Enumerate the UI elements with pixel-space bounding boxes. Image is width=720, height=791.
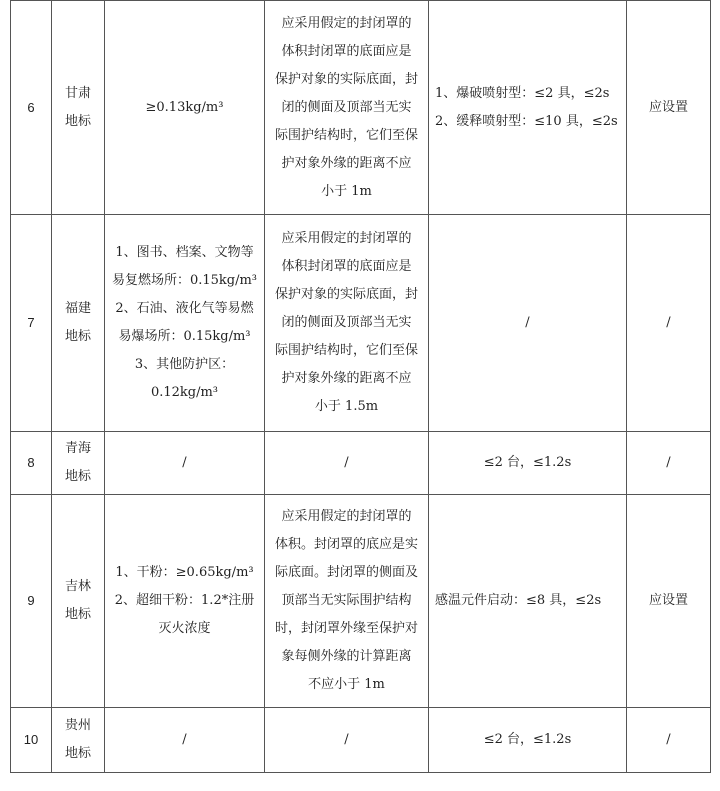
nozzle-cell (429, 708, 627, 773)
concentration-cell (105, 1, 265, 215)
concentration-line: 1、干粉：≥0.65kg/m³ (115, 565, 254, 580)
concentration-cell (105, 495, 265, 708)
region-name: 甘肃 (64, 85, 91, 101)
nozzle-cell (429, 1, 627, 215)
enclosure-line: 小于 1.5m (314, 399, 379, 414)
enclosure-line: 应采用假定的封闭罩的 (281, 231, 412, 246)
region-name: 吉林 (64, 579, 91, 594)
enclosure-line: 际围护结构时，它们至保 (274, 343, 418, 358)
concentration-cell (105, 708, 265, 773)
enclosure-line: 保护对象的实际底面，封 (274, 287, 418, 302)
row-number: 7 (11, 215, 52, 432)
concentration-line: 2、石油、液化气等易燃 (115, 301, 254, 316)
setting-cell: / (627, 215, 711, 432)
nozzle-line: ≤2 台，≤1.2s (483, 455, 572, 470)
nozzle-line: 1、爆破喷射型：≤2 具，≤2s (435, 85, 610, 101)
concentration-line: 灭火浓度 (158, 621, 211, 636)
concentration-line: / (182, 455, 187, 470)
nozzle-line: ≤2 台，≤1.2s (483, 732, 572, 747)
region-type: 地标 (64, 329, 91, 344)
table-row (11, 432, 711, 495)
concentration-line: / (182, 732, 187, 747)
region-name: 青海 (64, 441, 91, 456)
concentration-cell (105, 215, 265, 432)
row-number: 10 (11, 708, 52, 773)
enclosure-line: 应采用假定的封闭罩的 (281, 15, 412, 31)
table-row (11, 495, 711, 708)
enclosure-line: 闭的侧面及顶部当无实 (281, 99, 412, 115)
table-row (11, 215, 711, 432)
enclosure-line: / (344, 455, 349, 470)
enclosure-line: 护对象外缘的距离不应 (281, 371, 412, 386)
nozzle-cell (429, 432, 627, 495)
enclosure-line: 体积封闭罩的底面应是 (281, 43, 412, 59)
enclosure-line: 顶部当无实际围护结构 (281, 593, 412, 608)
setting-cell: 应设置 (627, 1, 711, 215)
enclosure-line: 际围护结构时，它们至保 (274, 127, 418, 143)
setting-cell: / (627, 708, 711, 773)
nozzle-cell (429, 495, 627, 708)
enclosure-line: / (344, 732, 349, 747)
concentration-line: 2、超细干粉：1.2*注册 (114, 593, 255, 608)
enclosure-cell (265, 215, 429, 432)
enclosure-line: 象每侧外缘的计算距离 (281, 649, 412, 664)
enclosure-line: 护对象外缘的距离不应 (281, 155, 412, 171)
standards-table (10, 0, 711, 773)
enclosure-line: 际底面。封闭罩的侧面及 (274, 565, 418, 580)
enclosure-cell (265, 432, 429, 495)
nozzle-line: 感温元件启动：≤8 具，≤2s (435, 593, 602, 608)
table-row (11, 708, 711, 773)
row-number: 8 (11, 432, 52, 495)
table-row (11, 1, 711, 215)
concentration-line: 易爆场所：0.15kg/m³ (118, 329, 251, 344)
region-cell (52, 495, 105, 708)
region-cell (52, 215, 105, 432)
region-type: 地标 (64, 469, 91, 484)
concentration-line: 1、图书、档案、文物等 (115, 245, 254, 260)
row-number: 6 (11, 1, 52, 215)
concentration-line: 3、其他防护区： (134, 357, 235, 372)
enclosure-line: 应采用假定的封闭罩的 (281, 509, 412, 524)
enclosure-cell (265, 495, 429, 708)
nozzle-cell (429, 215, 627, 432)
setting-cell: 应设置 (627, 495, 711, 708)
region-name: 贵州 (64, 718, 91, 733)
region-type: 地标 (64, 746, 91, 761)
region-type: 地标 (64, 113, 91, 129)
region-name: 福建 (64, 301, 91, 316)
enclosure-line: 时，封闭罩外缘至保护对 (274, 621, 418, 636)
enclosure-line: 不应小于 1m (308, 677, 385, 692)
nozzle-line: 2、缓释喷射型：≤10 具，≤2s (435, 113, 618, 129)
region-cell (52, 1, 105, 215)
concentration-line: 易复燃场所：0.15kg/m³ (111, 273, 258, 288)
enclosure-line: 小于 1m (321, 183, 372, 199)
enclosure-cell (265, 708, 429, 773)
setting-cell: / (627, 432, 711, 495)
region-cell (52, 708, 105, 773)
enclosure-line: 体积封闭罩的底面应是 (281, 259, 412, 274)
region-cell (52, 432, 105, 495)
enclosure-line: 闭的侧面及顶部当无实 (281, 315, 412, 330)
concentration-cell (105, 432, 265, 495)
row-number: 9 (11, 495, 52, 708)
concentration-line: ≥0.13kg/m³ (145, 99, 224, 115)
nozzle-line: / (525, 315, 530, 330)
concentration-line: 0.12kg/m³ (150, 385, 219, 400)
enclosure-cell (265, 1, 429, 215)
enclosure-line: 保护对象的实际底面，封 (274, 71, 418, 87)
region-type: 地标 (64, 607, 91, 622)
enclosure-line: 体积。封闭罩的底应是实 (274, 537, 418, 552)
